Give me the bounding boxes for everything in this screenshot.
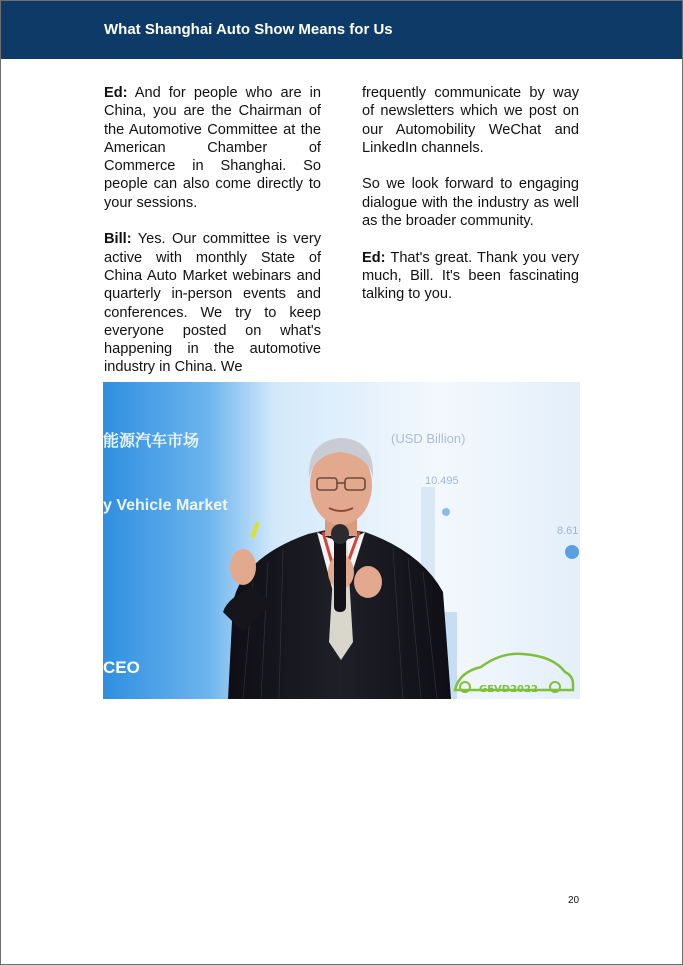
screen-value-1: 10.495 xyxy=(425,475,459,487)
screen-text-market: y Vehicle Market xyxy=(103,497,228,514)
speaker-label: Bill: xyxy=(104,231,132,248)
paragraph-bill-1 xyxy=(104,230,321,376)
left-hand xyxy=(230,549,256,585)
screen-text-unit: (USD Billion) xyxy=(391,431,466,446)
paragraph-text: frequently communicate by way of newsletters which we post on our Automobility WeChat and LinkedIn channels. xyxy=(362,85,579,156)
page-title: What Shanghai Auto Show Means for Us xyxy=(104,21,393,38)
speaker-photo xyxy=(103,382,580,699)
right-fist xyxy=(354,566,382,598)
paragraph-ed-2 xyxy=(362,249,579,304)
logo-text: GEVD2022 xyxy=(479,684,538,695)
screen-value-2: 8.61 xyxy=(557,525,579,537)
microphone-head xyxy=(331,524,349,544)
speaker-label: Ed: xyxy=(362,249,386,266)
paragraph-text: That's great. Thank you very much, Bill. It's been fascinating talking to you. xyxy=(362,249,579,303)
screen-text-chinese: 能源汽车市场 xyxy=(103,431,200,450)
header-bar xyxy=(1,1,682,59)
paragraph-ed-1 xyxy=(104,84,321,212)
right-column xyxy=(362,84,579,322)
screen-dot xyxy=(565,545,579,559)
speaker-label: Ed: xyxy=(104,85,128,101)
screen-dot xyxy=(442,508,450,516)
paragraph-text: So we look forward to engaging dialogue with the industry as well as the broader community. xyxy=(362,176,579,230)
paragraph-text: Yes. Our committee is very active with monthly State of China Auto Market webinars and quarterly in-person events and conferences. We try to keep everyone posted on what's happening in the automotive industry in China. We xyxy=(104,231,321,376)
paragraph-bill-continued xyxy=(362,84,579,157)
paragraph-bill-2 xyxy=(362,175,579,230)
left-column xyxy=(104,84,321,395)
page-number: 20 xyxy=(568,895,580,906)
paragraph-text: And for people who are in China, you are the Chairman of the Automotive Committee at the American Chamber of Commerce in Shanghai. So people can also come directly to your sessions. xyxy=(104,85,321,211)
screen-text-ceo: CEO xyxy=(103,658,140,677)
speaker-photo-illustration xyxy=(103,382,580,699)
